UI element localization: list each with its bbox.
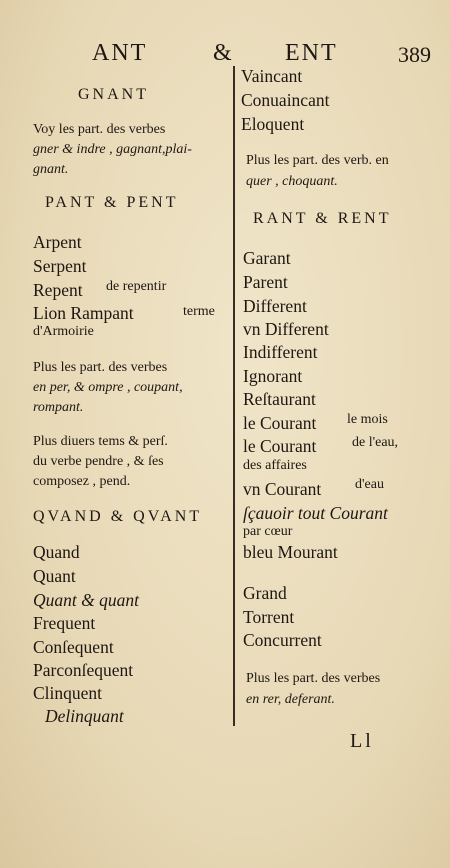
header-right: ENT bbox=[285, 40, 338, 66]
entry-word: vn Courant bbox=[243, 479, 322, 499]
column-divider bbox=[233, 66, 235, 726]
entry-word: Clinquent bbox=[33, 683, 103, 703]
note-line: Plus les part. des verbes bbox=[33, 360, 168, 375]
note-line: Plus diuers tems & perſ. bbox=[33, 434, 168, 449]
note-line: gnant. bbox=[33, 162, 69, 177]
header-ampersand: & bbox=[213, 40, 234, 66]
entry-word: le Courant bbox=[243, 436, 317, 456]
entry-word: Quand bbox=[33, 542, 80, 562]
entry-word: Repent bbox=[33, 280, 83, 300]
entry-word: ſçauoir tout Courant bbox=[243, 503, 388, 523]
note-line: Voy les part. des verbes bbox=[33, 122, 166, 137]
entry-word: Frequent bbox=[33, 613, 96, 633]
entry-word: d'Armoirie bbox=[33, 324, 94, 339]
entry-word: Quant bbox=[33, 566, 76, 586]
header-left: ANT bbox=[92, 40, 148, 66]
entry-word: Different bbox=[243, 296, 307, 316]
entry-gloss: de repentir bbox=[106, 279, 167, 294]
entry-word: Reſtaurant bbox=[243, 389, 316, 409]
entry-word: par cœur bbox=[243, 524, 293, 539]
entry-gloss: d'eau bbox=[355, 477, 384, 492]
note-line: composez , pend. bbox=[33, 474, 131, 489]
entry-word: Parent bbox=[243, 272, 288, 292]
entry-word: le Courant bbox=[243, 413, 317, 433]
entry-word: vn Different bbox=[243, 319, 329, 339]
note-line: en rer, deferant. bbox=[246, 692, 335, 707]
entry-word: Ignorant bbox=[243, 366, 303, 386]
entry-gloss: terme bbox=[183, 304, 215, 319]
note-line: gner & indre , gagnant,plai- bbox=[33, 142, 192, 157]
entry-word: Grand bbox=[243, 583, 287, 603]
entry-word: Indifferent bbox=[243, 342, 318, 362]
entry-word: Serpent bbox=[33, 256, 87, 276]
entry-word: bleu Mourant bbox=[243, 542, 338, 562]
note-line: Plus les part. des verb. en bbox=[246, 153, 389, 168]
entry-word: Quant & quant bbox=[33, 590, 139, 610]
entry-gloss: le mois bbox=[347, 412, 388, 427]
section-title-qvand-qvant: QVAND & QVANT bbox=[33, 508, 203, 525]
note-line: Plus les part. des verbes bbox=[246, 671, 381, 686]
note-line: rompant. bbox=[33, 400, 84, 415]
entry-word: Eloquent bbox=[241, 114, 305, 134]
entry-word: Conuaincant bbox=[241, 90, 330, 110]
note-line: en per, & ompre , coupant, bbox=[33, 380, 183, 395]
entry-word: Conſequent bbox=[33, 637, 114, 657]
signature-mark: Ll bbox=[350, 730, 374, 752]
section-title-rant-rent: RANT & RENT bbox=[253, 210, 392, 227]
entry-word: Vaincant bbox=[241, 66, 303, 86]
section-title-pant-pent: PANT & PENT bbox=[45, 194, 179, 211]
entry-word: Torrent bbox=[243, 607, 295, 627]
note-line: quer , choquant. bbox=[246, 174, 338, 189]
entry-gloss: de l'eau, bbox=[352, 435, 399, 450]
entry-word: Delinquant bbox=[45, 706, 124, 726]
entry-word: Garant bbox=[243, 248, 291, 268]
entry-word: Concurrent bbox=[243, 630, 322, 650]
note-line: du verbe pendre , & ſes bbox=[33, 454, 164, 469]
entry-word: Parconſequent bbox=[33, 660, 134, 680]
entry-word: des affaires bbox=[243, 458, 307, 473]
page-number: 389 bbox=[398, 42, 431, 67]
entry-word: Lion Rampant bbox=[33, 303, 134, 323]
entry-word: Arpent bbox=[33, 232, 82, 252]
section-title-gnant: GNANT bbox=[78, 86, 149, 103]
